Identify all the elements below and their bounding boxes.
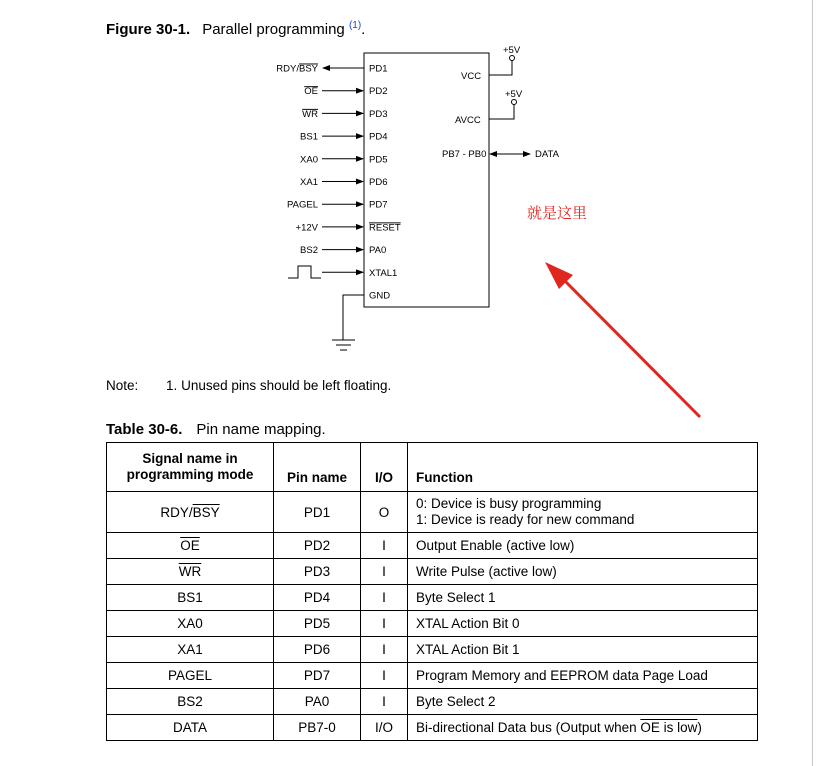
function-cell: XTAL Action Bit 1 <box>408 637 758 663</box>
pin-cell: PD5 <box>274 611 361 637</box>
signal-label: WR <box>302 108 318 120</box>
pin-pa0 <box>300 245 386 256</box>
data-pins-label: PB7 - PB0 <box>442 149 487 160</box>
signal-label: OE <box>304 86 318 98</box>
pin-name: RESET <box>369 222 401 234</box>
table-row <box>107 559 758 585</box>
io-cell: I <box>361 663 408 689</box>
io-cell: I <box>361 689 408 715</box>
table-row <box>107 663 758 689</box>
annotation-text: 就是这里 <box>527 204 588 222</box>
ground-connection <box>332 295 364 350</box>
avcc-label: AVCC <box>455 115 481 126</box>
function-cell: Byte Select 1 <box>408 585 758 611</box>
figure-number: Figure 30-1. <box>106 21 191 38</box>
table-row <box>107 689 758 715</box>
table-row <box>107 637 758 663</box>
function-cell: Program Memory and EEPROM data Page Load <box>408 663 758 689</box>
pin-pd1 <box>276 64 387 75</box>
pin-cell: PD3 <box>274 559 361 585</box>
data-bus-connection <box>442 149 560 160</box>
signal-cell: BS1 <box>107 585 274 611</box>
footnote-link[interactable]: (1) <box>348 20 362 31</box>
vcc-supply-label: +5V <box>503 45 521 56</box>
pin-cell: PB7-0 <box>274 715 361 741</box>
pin-gnd <box>369 291 390 302</box>
pin-cell: PD1 <box>274 492 361 533</box>
table-title: Pin name mapping. <box>196 421 326 438</box>
vcc-label: VCC <box>461 71 482 82</box>
header-function: Function <box>408 443 758 492</box>
figure-title: Parallel programming <box>202 21 345 38</box>
table-row <box>107 715 758 741</box>
table-row <box>107 533 758 559</box>
pin-name: GND <box>369 290 391 302</box>
pin-pd7 <box>287 200 387 211</box>
signal-label: PAGEL <box>287 199 318 211</box>
data-label: DATA <box>535 149 559 160</box>
signal-label: BS2 <box>300 245 318 257</box>
signal-cell: $\overline{OE}$ <box>107 533 274 559</box>
function-cell: Byte Select 2 <box>408 689 758 715</box>
avcc-terminal <box>512 100 517 105</box>
pin-xtal1 <box>322 268 397 279</box>
io-cell: O <box>361 492 408 533</box>
table-body <box>107 492 758 741</box>
signal-cell: PAGEL <box>107 663 274 689</box>
table-row <box>107 492 758 533</box>
pin-pd2 <box>304 86 387 97</box>
pin-cell: PD2 <box>274 533 361 559</box>
note <box>106 378 391 393</box>
signal-cell: RDY/$\overline{BSY}$ <box>107 492 274 533</box>
pin-name: XTAL1 <box>369 267 398 279</box>
table-caption <box>106 421 326 438</box>
function-cell: 0: Device is busy programming 1: Device is ready for new command <box>408 492 758 533</box>
signal-cell: BS2 <box>107 689 274 715</box>
signal-cell: XA0 <box>107 611 274 637</box>
pin-name: PD7 <box>369 199 388 211</box>
note-number: 1. <box>166 378 178 393</box>
pin-reset <box>296 222 401 233</box>
note-label: Note: <box>106 378 139 393</box>
signal-label: XA1 <box>300 177 318 188</box>
table-row <box>107 585 758 611</box>
io-cell: I <box>361 637 408 663</box>
pin-name: PD6 <box>369 177 388 188</box>
pin-name: PD5 <box>369 154 388 166</box>
pin-pd5 <box>300 154 387 165</box>
pin-cell: PD4 <box>274 585 361 611</box>
pin-name: PD4 <box>369 131 388 143</box>
function-cell: XTAL Action Bit 0 <box>408 611 758 637</box>
signal-cell: DATA <box>107 715 274 741</box>
pin-name: PD3 <box>369 108 388 120</box>
pin-pd6 <box>300 177 387 188</box>
vcc-terminal <box>510 56 515 61</box>
pin-name: PA0 <box>369 245 387 257</box>
pin-pd3 <box>302 109 387 120</box>
table-number: Table 30-6. <box>106 421 183 438</box>
function-cell: Write Pulse (active low) <box>408 559 758 585</box>
function-cell: Bi-directional Data bus (Output when OE is low) <box>408 715 758 741</box>
pin-name: PD2 <box>369 86 388 98</box>
vcc-connection <box>461 45 521 82</box>
avcc-supply-label: +5V <box>505 89 523 100</box>
pin-mapping-table <box>106 442 758 741</box>
note-text: Unused pins should be left floating. <box>181 378 392 393</box>
pin-name: PD1 <box>369 63 388 75</box>
io-cell: I <box>361 533 408 559</box>
annotation-arrow <box>545 262 700 417</box>
io-cell: I <box>361 611 408 637</box>
header-io: I/O <box>361 443 408 492</box>
signal-label: XA0 <box>300 154 318 166</box>
pin-cell: PD7 <box>274 663 361 689</box>
signal-label: BS1 <box>300 131 318 143</box>
function-cell: Output Enable (active low) <box>408 533 758 559</box>
table-row <box>107 611 758 637</box>
header-pin: Pin name <box>274 443 361 492</box>
clock-signal <box>288 266 321 278</box>
io-cell: I <box>361 559 408 585</box>
left-pin-group <box>276 64 401 302</box>
signal-label: +12V <box>295 222 318 234</box>
pin-cell: PA0 <box>274 689 361 715</box>
figure-caption-period: . <box>361 21 366 38</box>
pin-pd4 <box>300 132 387 143</box>
signal-cell: XA1 <box>107 637 274 663</box>
signal-label: RDY/BSY <box>276 63 318 75</box>
io-cell: I <box>361 585 408 611</box>
clock-pulse-icon <box>288 266 321 278</box>
table-header-row <box>107 443 758 492</box>
pin-cell: PD6 <box>274 637 361 663</box>
signal-cell: $\overline{WR}$ <box>107 559 274 585</box>
io-cell: I/O <box>361 715 408 741</box>
header-signal: Signal name in programming mode <box>107 443 274 492</box>
